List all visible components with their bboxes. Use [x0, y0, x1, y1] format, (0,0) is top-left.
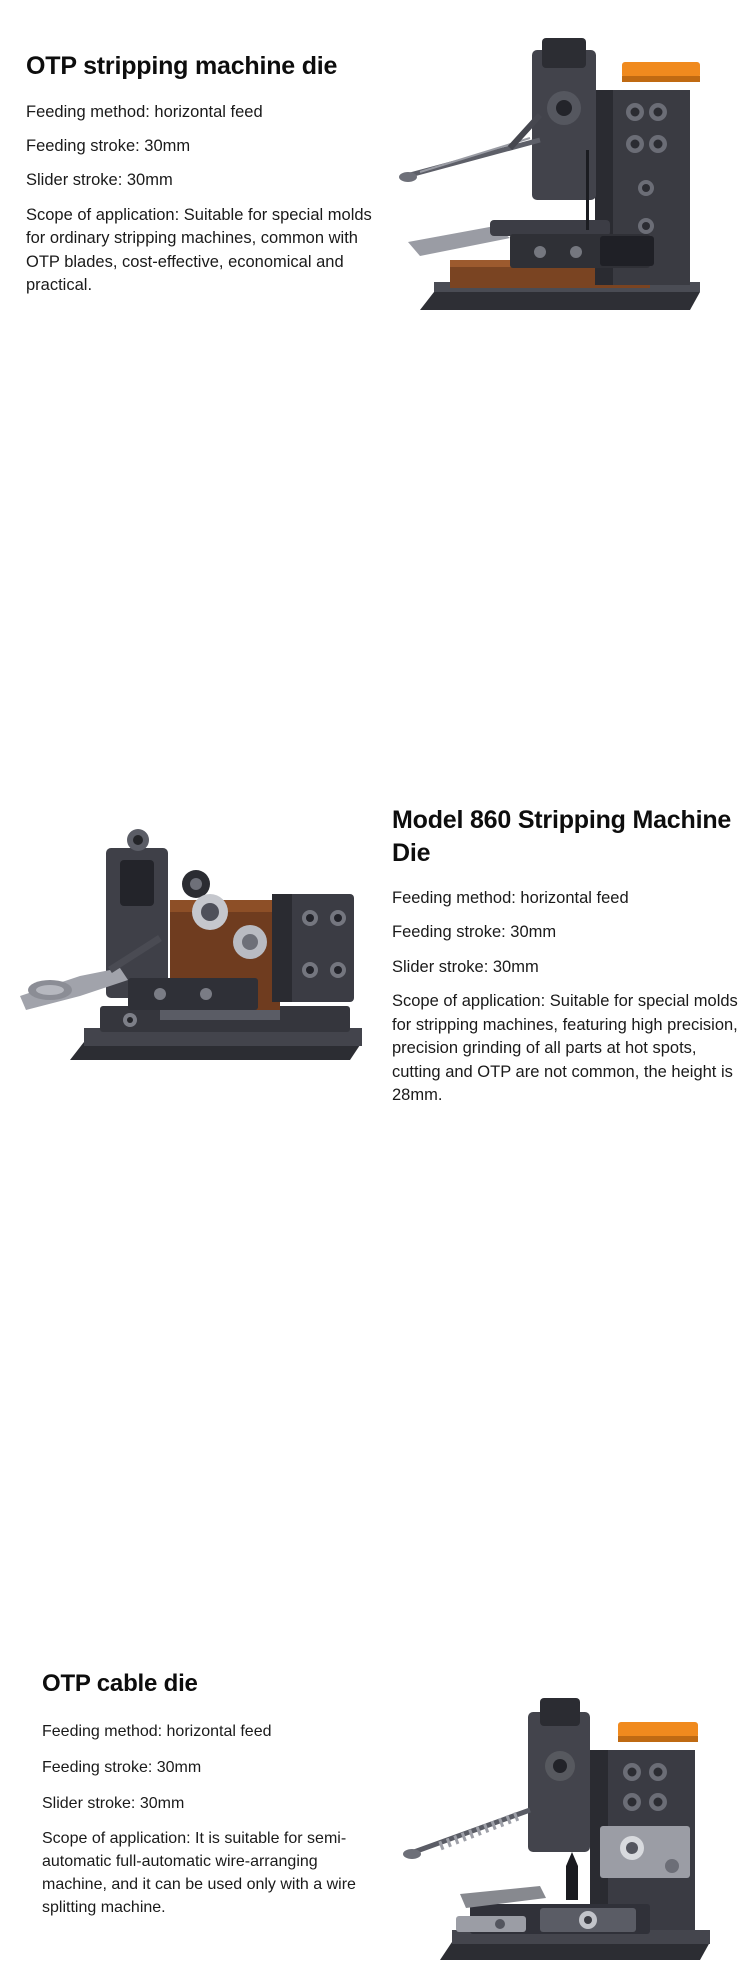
section-1-title: OTP stripping machine die — [26, 52, 338, 80]
section-1-text-block — [26, 50, 386, 297]
section-1-spec-slider-stroke: Slider stroke: 30mm — [26, 171, 173, 190]
section-2-spec-feeding-method: Feeding method: horizontal feed — [392, 889, 629, 907]
product-section-model-860-stripping-machine-die — [0, 390, 750, 1104]
section-3-spec-slider-stroke: Slider stroke: 30mm — [42, 1794, 185, 1812]
section-3-image — [400, 1680, 730, 1980]
product-section-otp-cable-die — [0, 820, 750, 1916]
section-3-spec-feeding-method: Feeding method: horizontal feed — [42, 1723, 272, 1741]
section-2-spec-scope: Scope of application: Suitable for special molds for stripping machines, featuring high precision, precision grinding of all parts at hot spots, cutting and OTP are not common, the height is 28mm. — [392, 992, 738, 1104]
section-1-image — [390, 20, 730, 350]
section-3-text-block — [42, 1668, 382, 1919]
section-3-spec-feeding-stroke: Feeding stroke: 30mm — [42, 1758, 202, 1776]
section-3-title: OTP cable die — [42, 1670, 198, 1697]
section-1-spec-feeding-stroke: Feeding stroke: 30mm — [26, 136, 191, 155]
otp-stripping-machine-die-illustration — [390, 20, 730, 350]
section-3-spec-scope: Scope of application: It is suitable for semi-automatic full-automatic wire-arranging machine, and it can be used only with a wire splitting machine. — [42, 1830, 356, 1916]
section-2-title: Model 860 Stripping Machine Die — [392, 806, 732, 867]
section-2-spec-slider-stroke: Slider stroke: 30mm — [392, 957, 539, 976]
section-2-spec-feeding-stroke: Feeding stroke: 30mm — [392, 923, 557, 942]
otp-cable-die-illustration — [400, 1680, 730, 1980]
section-1-spec-scope: Scope of application: Suitable for special molds for ordinary stripping machines, common with OTP blades, cost-effective, economical and practical. — [26, 205, 372, 295]
product-section-otp-stripping-machine-die — [0, 0, 750, 390]
section-1-spec-feeding-method: Feeding method: horizontal feed — [26, 102, 263, 121]
